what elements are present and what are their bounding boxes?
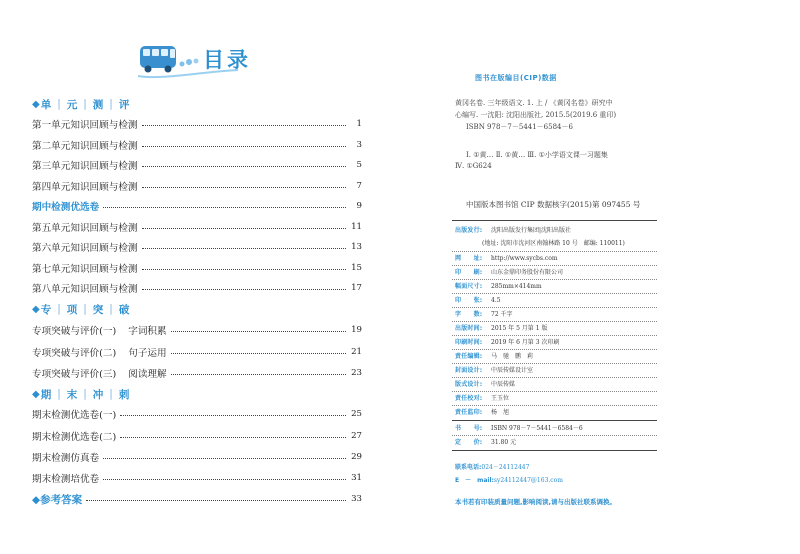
proofreader-row: 责任校对: 王玉位 <box>455 395 510 402</box>
sheets-row: 印 张: 4.5 <box>455 297 501 304</box>
toc-entry-midterm[interactable]: 期中检测优选卷 9 <box>32 201 362 213</box>
divider <box>452 335 657 336</box>
toc-entry[interactable]: 期末检测仿真卷 29 <box>32 452 362 464</box>
email-row[interactable]: E － mail:sy24112447@163.com <box>455 477 563 484</box>
words-row: 字 数: 72 千字 <box>455 311 513 318</box>
divider <box>452 293 657 294</box>
toc-entry[interactable]: 专项突破与评价(一) 字词积累 19 <box>32 325 362 337</box>
divider <box>452 377 657 378</box>
quality-notice: 本书若有印装质量问题,影响阅读,请与出版社联系调换。 <box>455 498 616 506</box>
toc-entry[interactable]: 第二单元知识回顾与检测 3 <box>32 140 362 152</box>
toc-entry[interactable]: 第七单元知识回顾与检测 15 <box>32 263 362 275</box>
toc-title: 目录 <box>203 48 251 72</box>
toc-entry[interactable]: 期末检测优选卷(二) 27 <box>32 431 362 443</box>
toc-entry[interactable]: 期末检测优选卷(一) 25 <box>32 409 362 421</box>
divider <box>452 363 657 364</box>
section-heading-final: ◆ 期 | 末 | 冲 | 刺 <box>32 388 130 401</box>
isbn-row: 书 号: ISBN 978－7－5441－6584－6 <box>455 425 583 432</box>
toc-entry[interactable]: 专项突破与评价(二) 句子运用 21 <box>32 347 362 359</box>
divider <box>452 279 657 280</box>
toc-entry[interactable]: 期末检测培优卷 31 <box>32 473 362 485</box>
printer-row: 印 刷: 山东金鼎印务股份有限公司 <box>455 269 564 276</box>
cip-number: 中国版本图书馆 CIP 数据核字(2015)第 097455 号 <box>466 200 641 209</box>
cip-line: Ⅳ. ①G624 <box>455 162 492 170</box>
toc-entry[interactable]: 第八单元知识回顾与检测 17 <box>32 283 362 295</box>
diamond-icon: ◆ <box>32 98 40 110</box>
section-heading-unit-tests: ◆ 单 | 元 | 测 | 评 <box>32 98 130 111</box>
divider <box>452 349 657 350</box>
toc-entry[interactable]: 第一单元知识回顾与检测 1 <box>32 119 362 131</box>
diamond-icon: ◆ <box>32 303 40 315</box>
divider <box>452 307 657 308</box>
cip-line: Ⅰ. ①黄… Ⅱ. ①黄… Ⅲ. ①小学语文课一习题集 <box>466 151 608 159</box>
toc-entry[interactable]: 第六单元知识回顾与检测 13 <box>32 242 362 254</box>
publisher-row: 出版发行: 沈阳出版发行集团|沈阳出版社 <box>455 227 572 234</box>
divider <box>452 391 657 392</box>
section-heading-special: ◆ 专 | 项 | 突 | 破 <box>32 303 130 316</box>
divider <box>452 405 657 406</box>
toc-entry[interactable]: 第五单元知识回顾与检测 11 <box>32 222 362 234</box>
layout-design-row: 版式设计: 中辰传媒 <box>455 381 516 388</box>
toc-entry[interactable]: 第四单元知识回顾与检测 7 <box>32 181 362 193</box>
supervisor-row: 责任监印: 杨 旭 <box>455 409 510 416</box>
pubtime-row: 出版时间: 2015 年 5 月第 1 版 <box>455 325 548 332</box>
cip-line: 心编写. 一沈阳: 沈阳出版社, 2015.5(2019.6 重印) <box>455 111 617 119</box>
address-row: (地址: 沈阳市沈河区南翰林路 10 号 邮编: 110011) <box>482 240 625 247</box>
toc-entry[interactable]: 第三单元知识回顾与检测 5 <box>32 160 362 172</box>
cover-design-row: 封面设计: 中辰传媒设计室 <box>455 367 534 374</box>
diamond-icon: ◆ <box>32 493 41 506</box>
divider <box>452 420 657 421</box>
toc-entry[interactable]: 专项突破与评价(三) 阅读理解 23 <box>32 368 362 380</box>
editor-row: 责任编辑: 马 驰 鹏 莉 <box>455 353 534 360</box>
divider <box>452 220 657 221</box>
toc-entry-answers[interactable]: ◆参考答案 33 <box>32 493 362 506</box>
divider <box>452 321 657 322</box>
divider <box>452 450 657 451</box>
website-row[interactable]: 网 址: http://www.sycbs.com <box>455 255 558 262</box>
divider <box>452 435 657 436</box>
cip-isbn: ISBN 978－7－5441－6584－6 <box>466 123 573 131</box>
cip-line: 黄冈名卷. 三年级语文. 1. 上 / 《黄冈名卷》研究中 <box>455 99 613 107</box>
diamond-icon: ◆ <box>32 388 40 400</box>
size-row: 幅面尺寸: 285mm×414mm <box>455 283 542 290</box>
price-row: 定 价: 31.80 元 <box>455 439 517 446</box>
divider <box>452 251 657 252</box>
phone-row: 联系电话:024－24112447 <box>455 464 530 471</box>
cip-title: 图书在版编目(CIP)数据 <box>475 74 557 82</box>
divider <box>452 265 657 266</box>
printtime-row: 印刷时间: 2019 年 6 月第 3 次印刷 <box>455 339 560 346</box>
